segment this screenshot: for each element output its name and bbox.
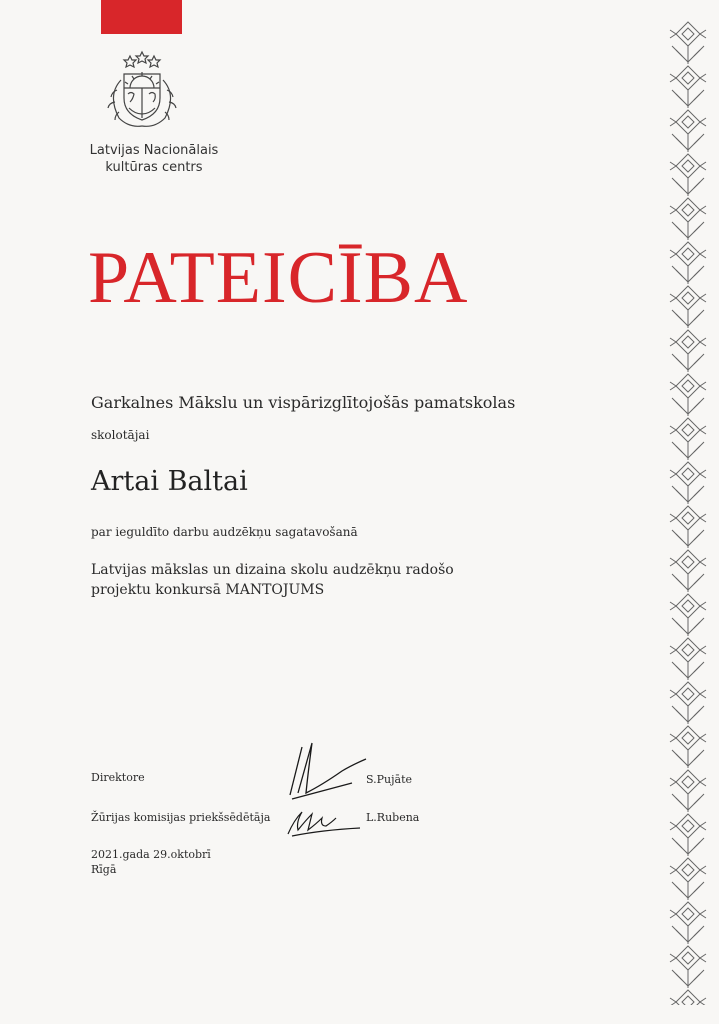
issue-date [91, 847, 211, 877]
contest-line-2: projektu konkursā MANTOJUMS [91, 582, 325, 598]
jury-chair-name: L.Rubena [366, 811, 420, 824]
certificate-title: PATEICĪBA [88, 237, 469, 319]
place-line: Rīgā [91, 863, 117, 876]
jury-chair-signature [282, 800, 364, 840]
director-label: Direktore [91, 771, 145, 784]
recipient-role: skolotājai [91, 428, 150, 442]
director-signature [272, 735, 372, 805]
jury-chair-label: Žūrijas komisijas priekšsēdētāja [91, 811, 271, 824]
contest-line-1: Latvijas mākslas un dizaina skolu audzēkņu radošo [91, 562, 454, 578]
reason-text: par ieguldīto darbu audzēkņu sagatavošanā [91, 525, 358, 539]
organization-name [79, 142, 229, 176]
latvian-ornament-border [666, 20, 710, 1005]
director-name: S.Pujāte [366, 773, 413, 786]
organization-line-2: kultūras centrs [105, 160, 203, 175]
school-name: Garkalnes Mākslu un vispārizglītojošās pamatskolas [91, 393, 516, 412]
organization-line-1: Latvijas Nacionālais [89, 143, 219, 158]
date-line: 2021.gada 29.oktobrī [91, 848, 211, 861]
recipient-name: Artai Baltai [91, 466, 248, 497]
coat-of-arms-icon [97, 50, 187, 132]
red-accent-bar [101, 0, 182, 34]
